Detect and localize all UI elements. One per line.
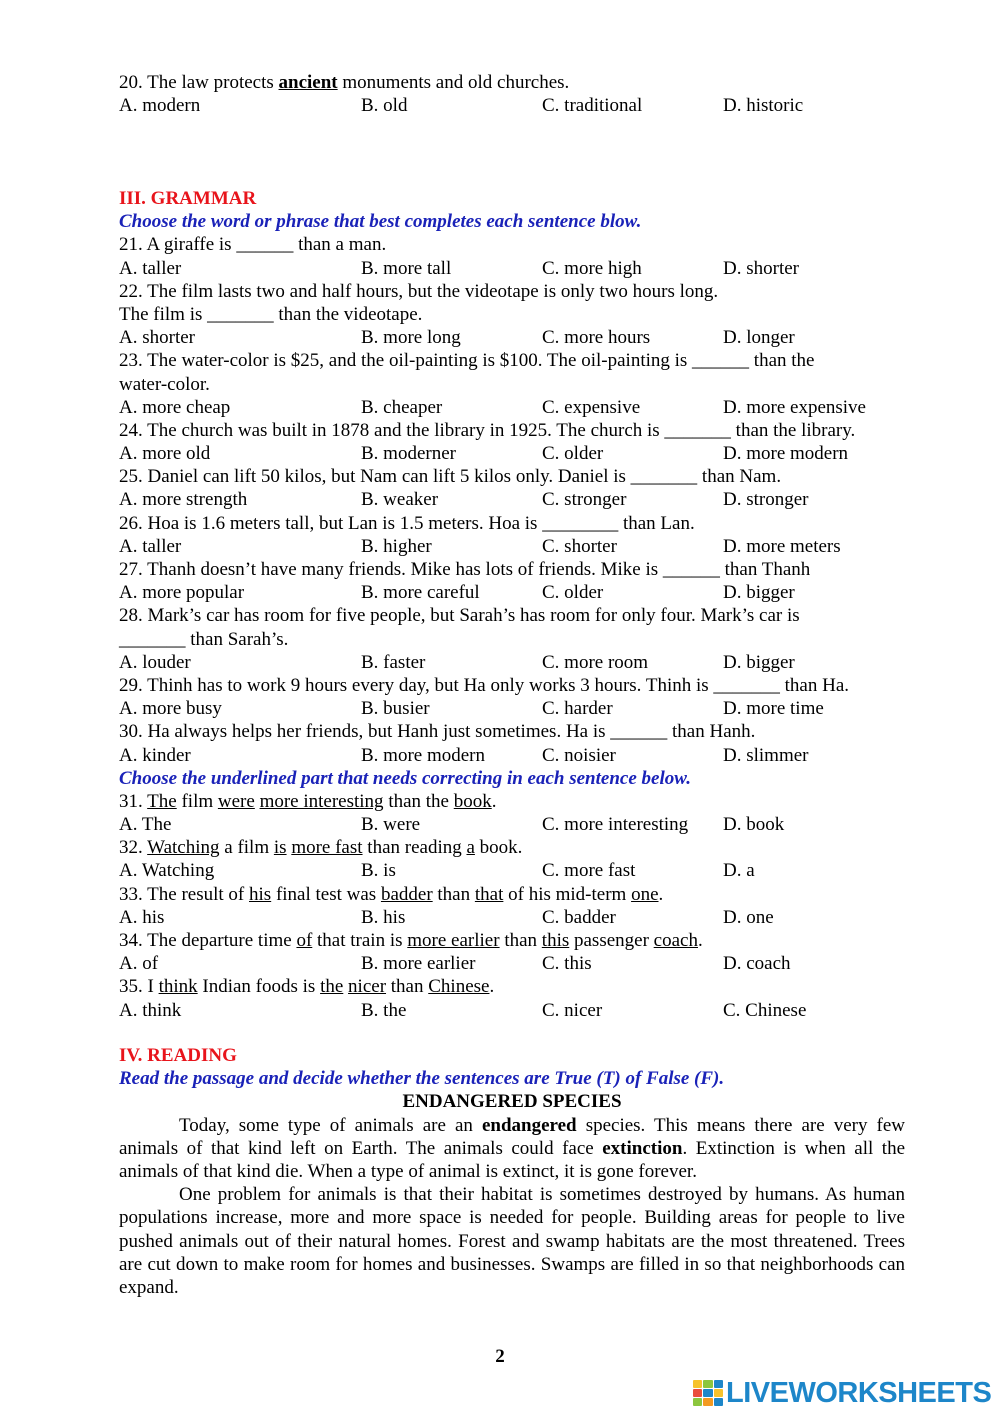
paragraph: Today, some type of animals are an endangered species. This means there are very few animals of that kind left on Earth. The animals could face extinction. Extinction is when all the animals of that kind die. When a type of animal is extinct, it is gone forever. (119, 1114, 905, 1182)
option-c[interactable]: C. stronger (542, 489, 627, 511)
option-b[interactable]: B. busier (361, 698, 430, 720)
option-a[interactable]: A. taller (119, 535, 182, 557)
option-d[interactable]: D. a (723, 860, 755, 882)
underlined-part: more interesting (259, 790, 384, 812)
underlined-part: one (631, 883, 659, 905)
option-b[interactable]: B. more tall (361, 257, 452, 279)
underlined-part: book (453, 790, 492, 812)
answer-options (119, 488, 905, 511)
option-d[interactable]: C. Chinese (723, 999, 807, 1021)
answer-options (119, 535, 905, 558)
option-a[interactable]: A. more popular (119, 582, 245, 604)
option-a[interactable]: A. more strength (119, 489, 248, 511)
option-b[interactable]: B. is (361, 860, 396, 882)
underlined-part: badder (380, 883, 433, 905)
option-b[interactable]: B. more careful (361, 582, 480, 604)
option-d[interactable]: D. more modern (723, 443, 849, 465)
question-29: 29. Thinh has to work 9 hours every day, but Ha only works 3 hours. Thinh is _______ than Ha. (119, 674, 850, 696)
question-33: 33. The result of his final test was badder than that of his mid-term one. (119, 883, 664, 905)
underlined-part: is (273, 837, 287, 859)
option-c[interactable]: C. this (542, 953, 592, 975)
instruction: Choose the word or phrase that best completes each sentence blow. (119, 211, 642, 233)
option-a[interactable]: A. of (119, 953, 159, 975)
passage-title: ENDANGERED SPECIES (402, 1091, 622, 1113)
option-c[interactable]: C. noisier (542, 744, 616, 766)
underlined-part: a (466, 837, 475, 859)
underlined-part: more earlier (407, 930, 500, 951)
question-28-cont: _______ than Sarah’s. (119, 628, 289, 650)
option-b[interactable]: B. his (361, 906, 406, 928)
option-c[interactable]: C. harder (542, 698, 613, 720)
option-b[interactable]: B. old (361, 95, 408, 117)
option-b[interactable]: B. the (361, 999, 407, 1021)
question-22: 22. The film lasts two and half hours, but the videotape is only two hours long. (119, 280, 719, 302)
underlined-part: of (296, 930, 313, 951)
question-23: 23. The water-color is $25, and the oil-painting is $100. The oil-painting is ______ than the (119, 350, 815, 372)
underlined-part: that (474, 883, 504, 905)
option-c[interactable]: C. shorter (542, 535, 617, 557)
option-b[interactable]: B. faster (361, 651, 426, 673)
key-word: ancient (278, 72, 338, 93)
answer-options (119, 744, 905, 767)
underlined-part: were (217, 790, 255, 812)
option-d[interactable]: D. more meters (723, 535, 841, 557)
option-c[interactable]: C. more fast (542, 860, 636, 882)
question-20-text: 20. The law protects ancient monuments and old churches. (119, 72, 570, 93)
answer-options (119, 581, 905, 604)
answer-options (119, 326, 905, 349)
option-a[interactable]: A. his (119, 906, 165, 928)
passage (119, 1114, 905, 1300)
underlined-part: this (541, 930, 570, 951)
option-d[interactable]: D. more time (723, 698, 824, 720)
option-a[interactable]: A. taller (119, 257, 182, 279)
question-26: 26. Hoa is 1.6 meters tall, but Lan is 1.5 meters. Hoa is ________ than Lan. (119, 512, 695, 534)
answer-options (119, 94, 905, 117)
answer-options (119, 697, 905, 720)
section-heading: III. GRAMMAR (119, 188, 257, 209)
question-21: 21. A giraffe is ______ than a man. (119, 234, 387, 256)
underlined-part: nicer (348, 976, 387, 998)
option-b[interactable]: B. more modern (361, 744, 486, 766)
underlined-part: think (158, 976, 198, 998)
underlined-part: Chinese (428, 976, 490, 998)
question-23-cont: water-color. (119, 373, 210, 395)
option-d[interactable]: D. stronger (723, 489, 809, 511)
option-d[interactable]: D. slimmer (723, 744, 809, 766)
answer-options (119, 257, 905, 280)
question-32: 32. Watching a film is more fast than reading a book. (119, 837, 523, 859)
option-b[interactable]: B. weaker (361, 489, 439, 511)
question-27: 27. Thanh doesn’t have many friends. Mike has lots of friends. Mike is ______ than Thanh (119, 559, 811, 580)
question-35: 35. I think Indian foods is the nicer than Chinese. (119, 976, 495, 998)
liveworksheets-logo[interactable] (693, 1378, 991, 1408)
option-c[interactable]: C. more high (542, 257, 642, 279)
option-c[interactable]: C. more room (542, 651, 649, 673)
option-a[interactable]: A. Watching (119, 860, 215, 882)
answer-options (119, 859, 905, 882)
grammar-section (119, 187, 905, 1022)
page-number: 2 (495, 1346, 505, 1367)
option-c[interactable]: C. more interesting (542, 814, 689, 836)
answer-options (119, 651, 905, 674)
question-24: 24. The church was built in 1878 and the library in 1925. The church is _______ than the library. (119, 419, 856, 441)
question-22-cont: The film is _______ than the videotape. (119, 303, 423, 325)
option-d[interactable]: D. bigger (723, 651, 795, 673)
option-d[interactable]: D. bigger (723, 582, 795, 604)
paragraph: One problem for animals is that their habitat is sometimes destroyed by humans. As human populations increase, more and more space is needed for people. Building areas for people to live pushed animals out of their natural homes. Forest and swamp habitats are the most threatened. Trees are cut down to make room for homes and businesses. Swamps are filled in so that neighborhoods can expand. (119, 1184, 905, 1298)
option-d[interactable]: D. longer (723, 327, 795, 349)
underlined-part: his (249, 883, 272, 905)
option-a[interactable]: A. kinder (119, 744, 191, 766)
option-b[interactable]: B. more earlier (361, 953, 476, 975)
option-b[interactable]: B. cheaper (361, 396, 443, 418)
liveworksheets-grid-icon (693, 1380, 723, 1406)
option-a[interactable]: A. The (119, 814, 172, 836)
option-d[interactable]: D. shorter (723, 257, 799, 279)
option-b[interactable]: B. were (361, 814, 421, 836)
logo-text: LIVEWORKSHEETS (726, 1376, 992, 1409)
answer-options (119, 999, 905, 1022)
underlined-part: Watching (147, 837, 220, 859)
option-b[interactable]: B. more long (361, 327, 461, 349)
answer-options (119, 442, 905, 465)
answer-options (119, 396, 905, 419)
option-a[interactable]: A. louder (119, 651, 191, 673)
option-c[interactable]: C. traditional (542, 95, 643, 117)
option-c[interactable]: C. older (542, 443, 604, 465)
option-b[interactable]: B. moderner (361, 443, 456, 465)
option-d[interactable]: D. more expensive (723, 396, 866, 418)
answer-options (119, 906, 905, 929)
question-30: 30. Ha always helps her friends, but Hanh just sometimes. Ha is ______ than Hanh. (119, 721, 756, 743)
option-c[interactable]: C. badder (542, 906, 616, 928)
option-a[interactable]: A. modern (119, 95, 201, 117)
option-a[interactable]: A. think (119, 999, 182, 1021)
option-d[interactable]: D. historic (723, 95, 804, 117)
instruction: Choose the underlined part that needs correcting in each sentence below. (119, 767, 691, 789)
underlined-part: coach (653, 930, 698, 951)
option-c[interactable]: C. nicer (542, 999, 603, 1021)
option-a[interactable]: A. more cheap (119, 396, 231, 418)
instruction: Read the passage and decide whether the sentences are True (T) of False (F). (119, 1068, 725, 1090)
answer-options (119, 813, 905, 836)
option-a[interactable]: A. more old (119, 443, 211, 465)
question-20 (119, 71, 905, 117)
section-heading: IV. READING (119, 1045, 237, 1066)
reading-section (119, 1044, 905, 1299)
underlined-part: The (147, 790, 177, 812)
option-a[interactable]: A. shorter (119, 327, 195, 349)
question-31: 31. The film were more interesting than the book. (119, 790, 497, 812)
option-b[interactable]: B. higher (361, 535, 432, 557)
underlined-part: more fast (291, 837, 363, 859)
question-34: 34. The departure time of that train is more earlier than this passenger coach. (119, 930, 703, 951)
option-d[interactable]: D. coach (723, 953, 791, 975)
question-25: 25. Daniel can lift 50 kilos, but Nam can lift 5 kilos only. Daniel is _______ than Nam. (119, 466, 782, 488)
option-c[interactable]: C. expensive (542, 396, 641, 418)
option-d[interactable]: D. one (723, 906, 774, 928)
question-28: 28. Mark’s car has room for five people, but Sarah’s has room for only four. Mark’s car is (119, 605, 800, 627)
option-a[interactable]: A. more busy (119, 698, 222, 720)
underlined-part: the (320, 976, 344, 998)
option-c[interactable]: C. older (542, 582, 604, 604)
answer-options (119, 952, 905, 975)
option-c[interactable]: C. more hours (542, 327, 651, 349)
option-d[interactable]: D. book (723, 814, 785, 836)
